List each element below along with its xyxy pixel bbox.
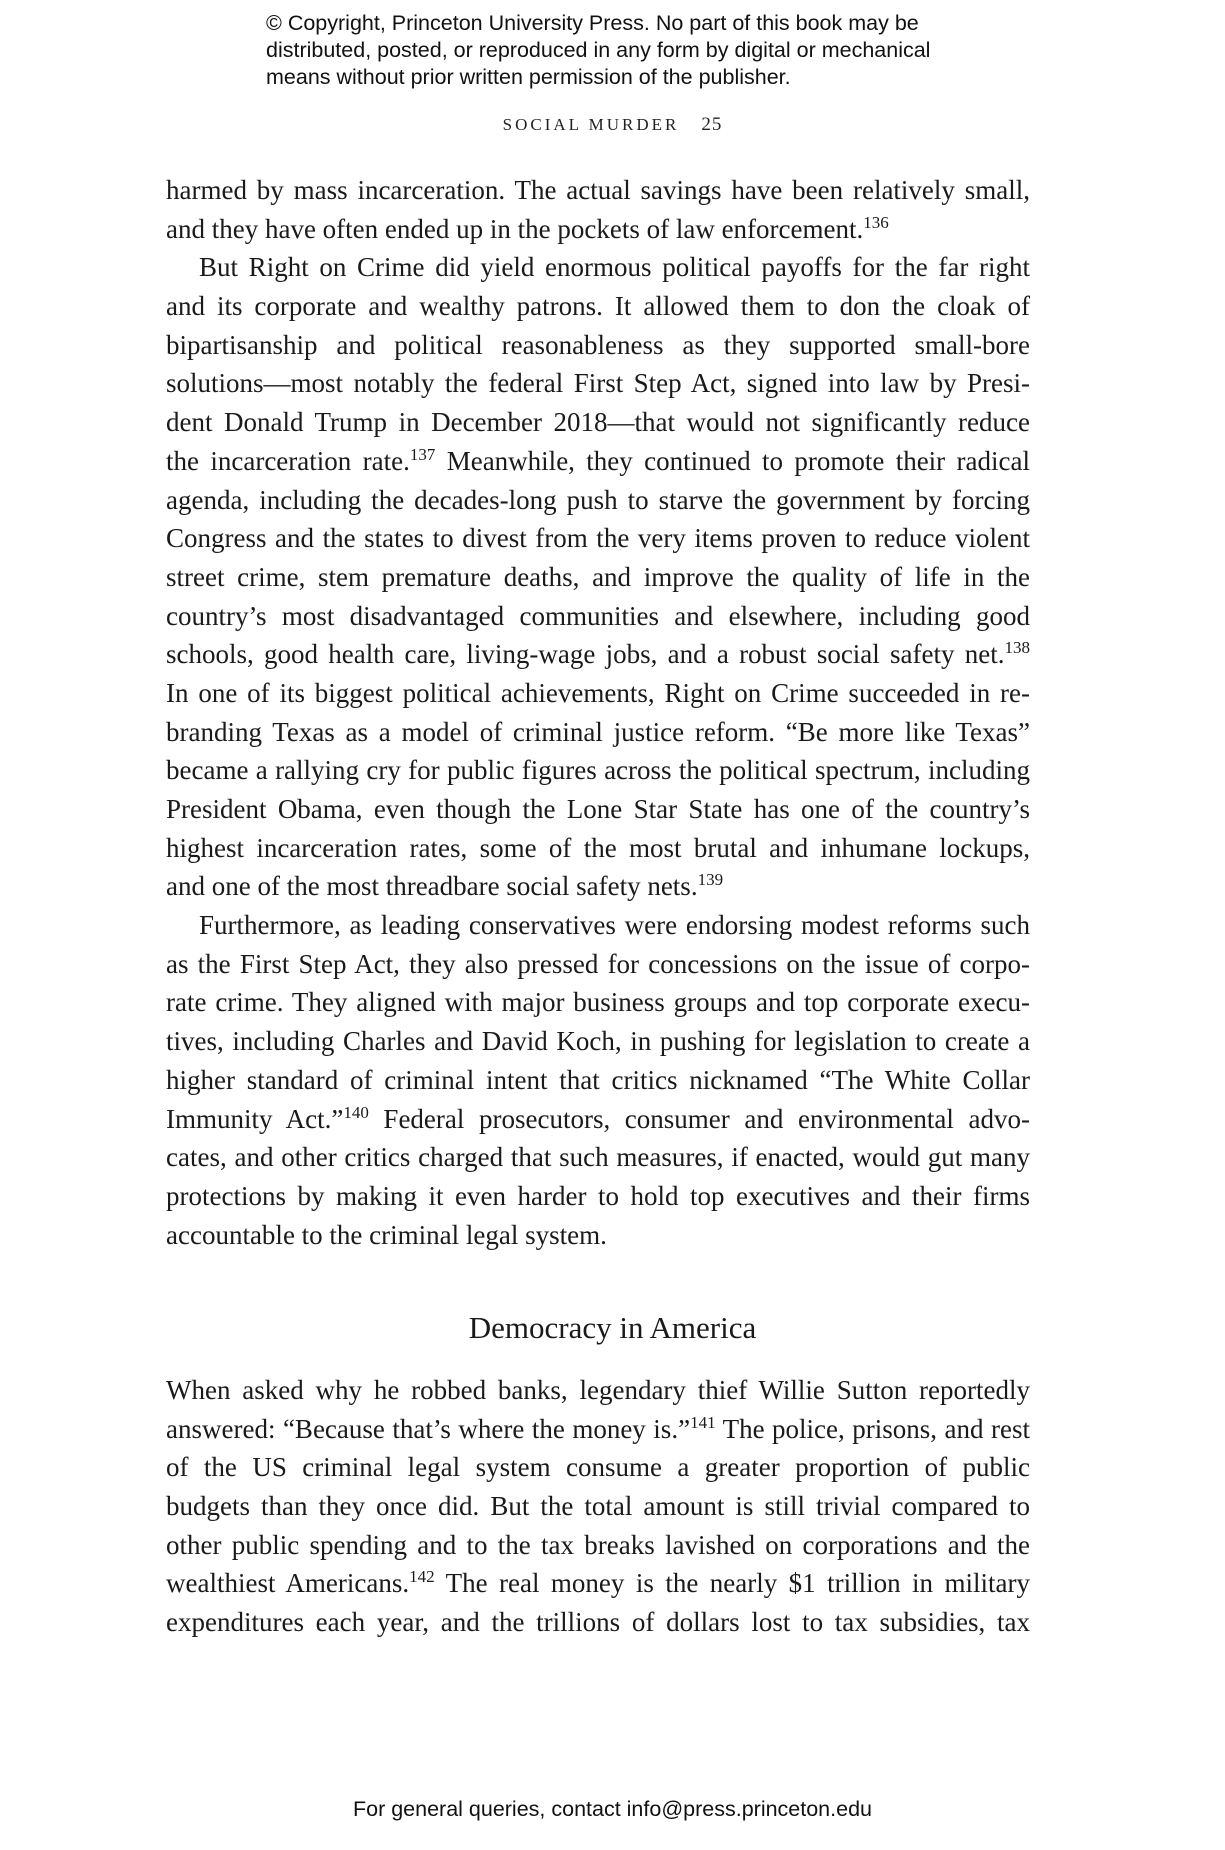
text-line: and they have often ended up in the pockets of law enforcement.$^{136}$ <box>166 212 889 244</box>
running-head-title: SOCIAL MURDER <box>502 115 680 134</box>
copyright-line: © Copyright, Princeton University Press. No part of this book may be <box>266 11 919 35</box>
copyright-notice <box>266 10 1026 91</box>
text-line: tives, including Charles and David Koch, in pushing for legislation to create a <box>166 1026 1030 1057</box>
text-line: But Right on Crime did yield enormous political payoffs for the far right <box>199 252 1030 283</box>
text-line: cates, and other critics charged that such measures, if enacted, would gut many <box>166 1142 1030 1173</box>
text-line: higher standard of criminal intent that critics nicknamed “The White Collar <box>166 1064 1030 1095</box>
text-line: Immunity Act.”$^{140}$ Federal prosecutors, consumer and environmental advo- <box>166 1102 1030 1134</box>
text-line: bipartisanship and political reasonableness as they supported small-bore <box>166 329 1030 360</box>
text-line: harmed by mass incarceration. The actual savings have been relatively small, <box>166 175 1030 205</box>
text-line: answered: “Because that’s where the money is.”$^{141}$ The police, prisons, and rest <box>166 1412 1030 1444</box>
text-line: Furthermore, as leading conservatives were endorsing modest reforms such <box>199 910 1030 941</box>
text-line: solutions—most notably the federal First Step Act, signed into law by Presi- <box>166 368 1030 399</box>
copyright-line: means without prior written permission of the publisher. <box>266 65 791 89</box>
text-line: dent Donald Trump in December 2018—that would not significantly reduce <box>166 407 1030 438</box>
text-line: agenda, including the decades-long push to starve the government by forcing <box>166 484 1030 515</box>
text-line: and its corporate and wealthy patrons. It allowed them to don the cloak of <box>166 291 1030 322</box>
text-line: wealthiest Americans.$^{142}$ The real money is the nearly $1 trillion in military <box>166 1567 1030 1599</box>
text-line: Congress and the states to divest from the very items proven to reduce violent <box>166 523 1030 554</box>
text-line: rate crime. They aligned with major business groups and top corporate execu- <box>166 987 1030 1018</box>
text-line: budgets than they once did. But the total amount is still trivial compared to <box>166 1491 1030 1522</box>
text-line: of the US criminal legal system consume a greater proportion of public <box>166 1452 1030 1483</box>
text-line: as the First Step Act, they also pressed for concessions on the issue of corpo- <box>166 948 1030 979</box>
text-line: accountable to the criminal legal system. <box>166 1219 607 1250</box>
text-line: President Obama, even though the Lone Star State has one of the country’s <box>166 794 1030 824</box>
section-body-text <box>166 1371 1030 1642</box>
text-line: In one of its biggest political achievements, Right on Crime succeeded in re- <box>166 677 1030 708</box>
text-line: branding Texas as a model of criminal justice reform. “Be more like Texas” <box>166 716 1030 747</box>
footnote-ref[interactable]: 141 <box>690 1412 716 1432</box>
text-line: and one of the most threadbare social safety nets.$^{139}$ <box>166 870 724 902</box>
text-line: other public spending and to the tax breaks lavished on corporations and the <box>166 1529 1030 1560</box>
running-head <box>0 114 1225 136</box>
text-line: schools, good health care, living-wage jobs, and a robust social safety net.$^{138}$ <box>166 638 1030 670</box>
footnote-ref[interactable]: 140 <box>343 1102 369 1122</box>
text-line: protections by making it even harder to hold top executives and their firms <box>166 1180 1030 1211</box>
footnote-ref[interactable]: 139 <box>697 870 724 890</box>
section-heading: Democracy in America <box>468 1310 757 1345</box>
text-line: highest incarceration rates, some of the most brutal and inhumane lockups, <box>166 832 1030 863</box>
text-line: the incarceration rate.$^{137}$ Meanwhile, they continued to promote their radical <box>166 444 1030 476</box>
text-line: became a rallying cry for public figures across the political spectrum, including <box>166 755 1030 786</box>
copyright-line: distributed, posted, or reproduced in any form by digital or mechanical <box>266 38 931 62</box>
footnote-ref[interactable]: 138 <box>1004 638 1030 658</box>
text-line: When asked why he robbed banks, legendary thief Willie Sutton reportedly <box>166 1375 1030 1405</box>
footnote-ref[interactable]: 142 <box>409 1567 435 1587</box>
text-line: street crime, stem premature deaths, and improve the quality of life in the <box>166 561 1030 592</box>
footnote-ref[interactable]: 136 <box>863 212 889 232</box>
text-line: country’s most disadvantaged communities and elsewhere, including good <box>166 600 1030 631</box>
footnote-ref[interactable]: 137 <box>409 444 436 464</box>
page-number: 25 <box>701 114 723 135</box>
footer-contact: For general queries, contact info@press.princeton.edu <box>352 1797 872 1821</box>
body-text <box>166 171 1030 1254</box>
text-line: expenditures each year, and the trillions of dollars lost to tax subsidies, tax <box>166 1607 1030 1638</box>
